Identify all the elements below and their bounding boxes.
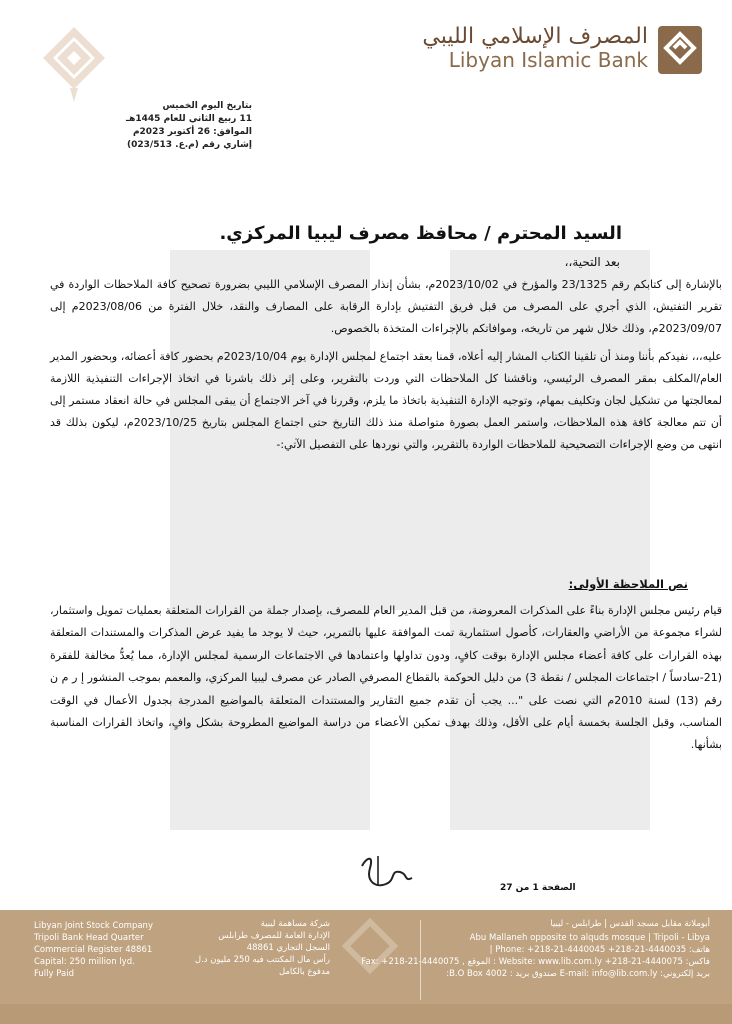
note-title: نص الملاحظة الأولى: (568, 577, 688, 591)
footer-en-line: Commercial Register 48861 (34, 945, 153, 955)
footer-contact (361, 932, 710, 980)
bank-name-english: Libyan Islamic Bank (448, 48, 648, 72)
footer-en-line: Tripoli Bank Head Quarter (34, 933, 144, 943)
footer-en-line: Libyan Joint Stock Company (34, 921, 153, 931)
footer-phone: هاتف: 4440035-21-218+ Phone: +218-21-4440045 | (489, 945, 710, 955)
date-gregorian: الموافق: 26 أكتوبر 2023م (132, 127, 252, 137)
letter-body (50, 274, 722, 456)
salutation: السيد المحترم / محافظ مصرف ليبيا المركزي. (219, 223, 622, 244)
footer-ar-line: مدفوع بالكامل (278, 967, 330, 977)
footer-address-ar: أبوملانة مقابل مسجد القدس | طرابلس - ليبيا (550, 919, 710, 929)
bank-logo-faint-icon (42, 26, 106, 106)
bank-name-arabic: المصرف الإسلامي الليبي (422, 24, 648, 49)
footer-website-fax: فاكس: 4440075-21-218+ Website: www.lib.com.ly : الموقع , Fax: +218-21-4440075 (361, 957, 710, 967)
footer-company-en (34, 920, 153, 980)
footer-en-line: Fully Paid (34, 969, 74, 979)
footer-ar-line: شركة مساهمة ليبية (260, 919, 330, 929)
reference-number: إشاري رقم (م.ع. 023/513) (127, 140, 252, 150)
footer-ar-line: رأس مال المكتتب فيه 250 مليون د.ل (194, 955, 330, 965)
greeting: بعد التحية،، (564, 255, 620, 269)
date-hijri: 11 ربيع الثاني للعام 1445هـ (126, 114, 252, 124)
note-body: قيام رئيس مجلس الإدارة بناءً على المذكرات المعروضة، من قبل المدير العام للمصرف، بإصدار جملة من القرارات المتعلقة بعمليات تمويل واستثمار، لشراء مجموعة من الأراضي والعقارات، كأصول استثمارية تمت الموافقة عليها بالتمرير، حيث لا يوجد ما يفيد عرض المذكرات والمستندات المتعلقة بهذه القرارات على كافة أعضاء مجلس الإدارة بوقت كافٍ، ودون تداولها واعتمادها في الاجتماعات الرسمية لمجلس الإدارة، مما يُعدُّ مخالفة للفقرة (21-سادساً / اجتماعات المجلس / نقطة 3) من دليل الحوكمة بالقطاع المصرفي الصادر عن مصرف ليبيا المركزي، والمعمم بموجب المنشور إ ر م ن رقم (13) لسنة 2010م التي نصت على "... يجب أن تقدم جميع التقارير والمستندات المتعلقة بالمواضيع المدرجة بجدول الأعمال في الوقت المناسب، وقبل الجلسة بخمسة أيام على الأقل، وذلك بهدف تمكين الأعضاء من دراسة المواضيع المطروحة بشكل وافٍ، واتخاذ القرارات المناسبة بشأنها. (50, 604, 722, 752)
footer-en-line: Capital: 250 million lyd. (34, 957, 135, 967)
page-number: الصفحة 1 من 27 (500, 883, 576, 893)
bank-logo-icon (658, 26, 702, 74)
signature-icon (356, 848, 416, 894)
paragraph-2: عليه،،، نفيدكم بأننا ومنذ أن تلقينا الكتاب المشار إليه أعلاه، قمنا بعقد اجتماع لمجلس الإدارة يوم 2023/10/04م بحضور كافة أعضائه، وبحضور المدير العام/المكلف بمقر المصرف الرئيسي، وناقشنا كل الملاحظات التي وردت بالتقرير، وعلى إثر ذلك باشرنا في اتخاذ الإجراءات التنفيذية اللازمة لمعالجتها من تشكيل لجان وتكليف بمهام، وتوجيه الإدارة التنفيذية باتخاذ ما يلزم، وقررنا في آخر الاجتماع أن يبقى المجلس في حالة انعقاد مستمر إلى أن تتم معالجة كافة هذه الملاحظات، واستمر العمل بصورة متواصلة منذ ذلك التاريخ حتى اجتماع المجلس بتاريخ 2023/10/25م، ليكون بذلك قد انتهى من وضع الإجراءات التصحيحية للملاحظات الواردة بالتقرير، والتي نوردها على التفصيل الآتي:- (50, 350, 722, 451)
date-reference-block (92, 100, 252, 152)
footer-email-pobox: بريد إلكتروني: E-mail: info@lib.com.ly صندوق بريد : 4002 B.O Box: (446, 969, 710, 979)
footer-ar-line: الإدارة العامة للمصرف طرابلس (218, 931, 330, 941)
paragraph-1: بالإشارة إلى كتابكم رقم 23/1325 والمؤرخ في 2023/10/02م، بشأن إنذار المصرف الإسلامي الليبي بضرورة تصحيح كافة الملاحظات الواردة في تقرير التفتيش، الذي أجري على المصرف من قبل فريق التفتيش بإدارة الرقابة على المصارف والنقد، خلال الفترة من 2023/08/06م إلى 2023/09/07م، وذلك خلال شهر من تاريخه، وموافاتكم بالإجراءات المتخذة بالخصوص. (50, 278, 722, 335)
footer-strip (0, 1004, 732, 1024)
footer-address-en: Abu Mallaneh opposite to alquds mosque | Tripoli - Libya (469, 933, 710, 943)
footer-ar-line: السجل التجاري 48861 (246, 943, 330, 953)
footer-company-ar (194, 918, 330, 978)
date-day: بتاريخ اليوم الخميس (162, 101, 252, 111)
